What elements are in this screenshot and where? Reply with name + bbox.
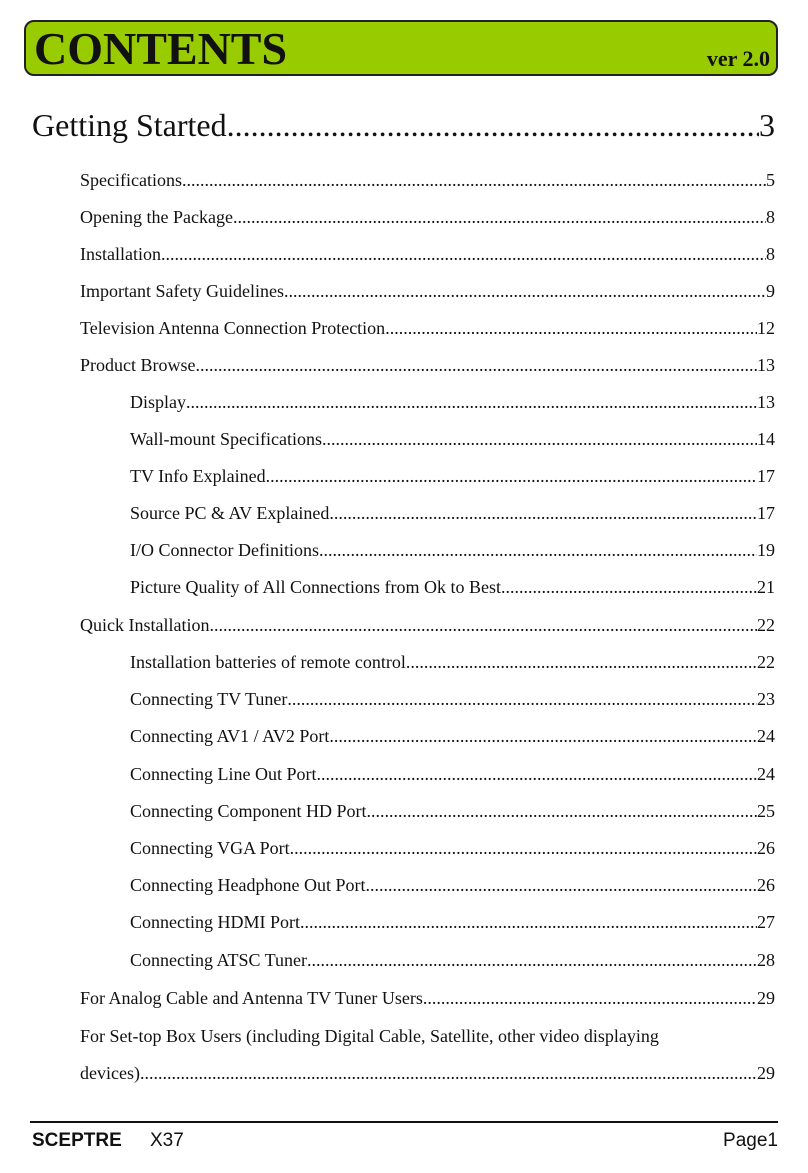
toc-entry-connecting-av1-av2-port[interactable] xyxy=(130,718,775,755)
dot-leader xyxy=(161,236,766,273)
entry-title: Product Browse xyxy=(80,355,196,375)
entry-page-number: 26 xyxy=(757,875,775,895)
toc-entry-quick-installation[interactable] xyxy=(80,607,775,644)
dot-leader xyxy=(196,347,758,384)
dot-leader xyxy=(316,756,757,793)
entry-title: Installation xyxy=(80,244,161,264)
toc-entry-set-top-box-users-line2[interactable] xyxy=(80,1055,775,1092)
entry-page-number: 9 xyxy=(766,281,775,301)
entry-page-number: 5 xyxy=(766,170,775,190)
entry-title: devices) xyxy=(80,1063,140,1083)
entry-page-number: 27 xyxy=(757,912,775,932)
toc-entry-io-connector-definitions[interactable] xyxy=(130,532,775,569)
dot-leader xyxy=(287,681,757,718)
dot-leader xyxy=(319,532,757,569)
toc-entry-opening-the-package[interactable] xyxy=(80,199,775,236)
entry-page-number: 26 xyxy=(757,838,775,858)
dot-leader xyxy=(501,569,757,606)
entry-title: Installation batteries of remote control xyxy=(130,652,406,672)
entry-title: Television Antenna Connection Protection xyxy=(80,318,386,338)
toc-entry-connecting-vga-port[interactable] xyxy=(130,830,775,867)
entry-title: Connecting HDMI Port xyxy=(130,912,300,932)
entry-title: Connecting AV1 / AV2 Port xyxy=(130,726,330,746)
entry-page-number: 25 xyxy=(757,801,775,821)
dot-leader xyxy=(182,162,766,199)
entry-title: Source PC & AV Explained xyxy=(130,503,330,523)
entry-page-number: 17 xyxy=(757,503,775,523)
toc-entry-tv-info-explained[interactable] xyxy=(130,458,775,495)
dot-leader xyxy=(209,607,757,644)
entry-title: Connecting Headphone Out Port xyxy=(130,875,366,895)
toc-entry-important-safety-guidelines[interactable] xyxy=(80,273,775,310)
entry-title: Connecting VGA Port xyxy=(130,838,290,858)
dot-leader xyxy=(307,942,757,979)
entry-title: Quick Installation xyxy=(80,615,210,635)
entry-page-number: 13 xyxy=(757,392,775,412)
dot-leader xyxy=(365,867,757,904)
entry-title: Connecting Component HD Port xyxy=(130,801,367,821)
entry-page-number: 17 xyxy=(757,466,775,486)
dot-leader xyxy=(322,421,757,458)
dot-leader xyxy=(227,103,759,147)
dot-leader xyxy=(329,495,757,532)
entry-page-number: 29 xyxy=(757,1063,775,1083)
toc-entry-installation-batteries[interactable] xyxy=(130,644,775,681)
version-label: ver 2.0 xyxy=(706,46,770,71)
entry-page-number: 8 xyxy=(766,207,775,227)
toc-entry-connecting-atsc-tuner[interactable] xyxy=(130,942,775,979)
toc-entry-connecting-component-hd-port[interactable] xyxy=(130,793,775,830)
entry-page-number: 21 xyxy=(757,577,775,597)
entry-title: Connecting Line Out Port xyxy=(130,764,317,784)
entry-page-number: 8 xyxy=(766,244,775,264)
entry-page-number: 19 xyxy=(757,540,775,560)
entry-title: Important Safety Guidelines xyxy=(80,281,284,301)
entry-title: Display xyxy=(130,392,186,412)
dot-leader xyxy=(290,830,757,867)
footer-model: X37 xyxy=(150,1130,184,1151)
toc-entry-installation[interactable] xyxy=(80,236,775,273)
toc-entry-wall-mount-specifications[interactable] xyxy=(130,421,775,458)
entry-title: Specifications xyxy=(80,170,182,190)
contents-title: CONTENTS xyxy=(34,23,288,74)
toc-entry-connecting-line-out-port[interactable] xyxy=(130,756,775,793)
entry-page-number: 12 xyxy=(757,318,775,338)
dot-leader xyxy=(284,273,766,310)
dot-leader xyxy=(233,199,766,236)
toc-entry-antenna-connection-protection[interactable] xyxy=(80,310,775,347)
toc-entry-connecting-hdmi-port[interactable] xyxy=(130,904,775,941)
toc-entry-analog-cable-antenna-users[interactable] xyxy=(80,980,775,1017)
dot-leader xyxy=(300,904,757,941)
contents-header-banner xyxy=(24,20,778,76)
entry-page-number: 23 xyxy=(757,689,775,709)
dot-leader xyxy=(140,1055,757,1092)
toc-entry-connecting-headphone-out-port[interactable] xyxy=(130,867,775,904)
entry-page-number: 29 xyxy=(757,988,775,1008)
entry-page-number: 22 xyxy=(757,615,775,635)
entry-title: I/O Connector Definitions xyxy=(130,540,319,560)
toc-entry-source-pc-av-explained[interactable] xyxy=(130,495,775,532)
dot-leader xyxy=(367,793,758,830)
entry-page-number: 28 xyxy=(757,950,775,970)
section-title: Getting Started xyxy=(32,107,227,143)
entry-page-number: 24 xyxy=(757,726,775,746)
entry-page-number: 14 xyxy=(757,429,775,449)
entry-title: Connecting ATSC Tuner xyxy=(130,950,308,970)
toc-entry-set-top-box-users-line1[interactable]: For Set-top Box Users (including Digital Cable, Satellite, other video displaying xyxy=(80,1026,659,1046)
toc-entry-display[interactable] xyxy=(130,384,775,421)
toc-entry-connecting-tv-tuner[interactable] xyxy=(130,681,775,718)
entry-title: Picture Quality of All Connections from Ok to Best xyxy=(130,577,501,597)
toc-entry-picture-quality[interactable] xyxy=(130,569,775,606)
footer-brand: SCEPTRE xyxy=(32,1130,122,1151)
footer-page-label: Page1 xyxy=(723,1130,778,1151)
entry-title: TV Info Explained xyxy=(130,466,266,486)
entry-page-number: 24 xyxy=(757,764,775,784)
entry-page-number: 22 xyxy=(757,652,775,672)
dot-leader xyxy=(385,310,757,347)
toc-section-getting-started[interactable] xyxy=(32,103,775,147)
dot-leader xyxy=(406,644,757,681)
dot-leader xyxy=(266,458,757,495)
dot-leader xyxy=(329,718,757,755)
dot-leader xyxy=(423,980,757,1017)
entry-title: For Analog Cable and Antenna TV Tuner Users xyxy=(80,988,423,1008)
entry-title: Opening the Package xyxy=(80,207,233,227)
entry-page-number: 13 xyxy=(757,355,775,375)
toc-entry-specifications[interactable] xyxy=(80,162,775,199)
dot-leader xyxy=(186,384,757,421)
footer-divider xyxy=(30,1121,778,1123)
toc-entry-product-browse[interactable] xyxy=(80,347,775,384)
section-page-number: 3 xyxy=(759,107,775,143)
entry-title: Connecting TV Tuner xyxy=(130,689,288,709)
entry-title: Wall-mount Specifications xyxy=(130,429,323,449)
